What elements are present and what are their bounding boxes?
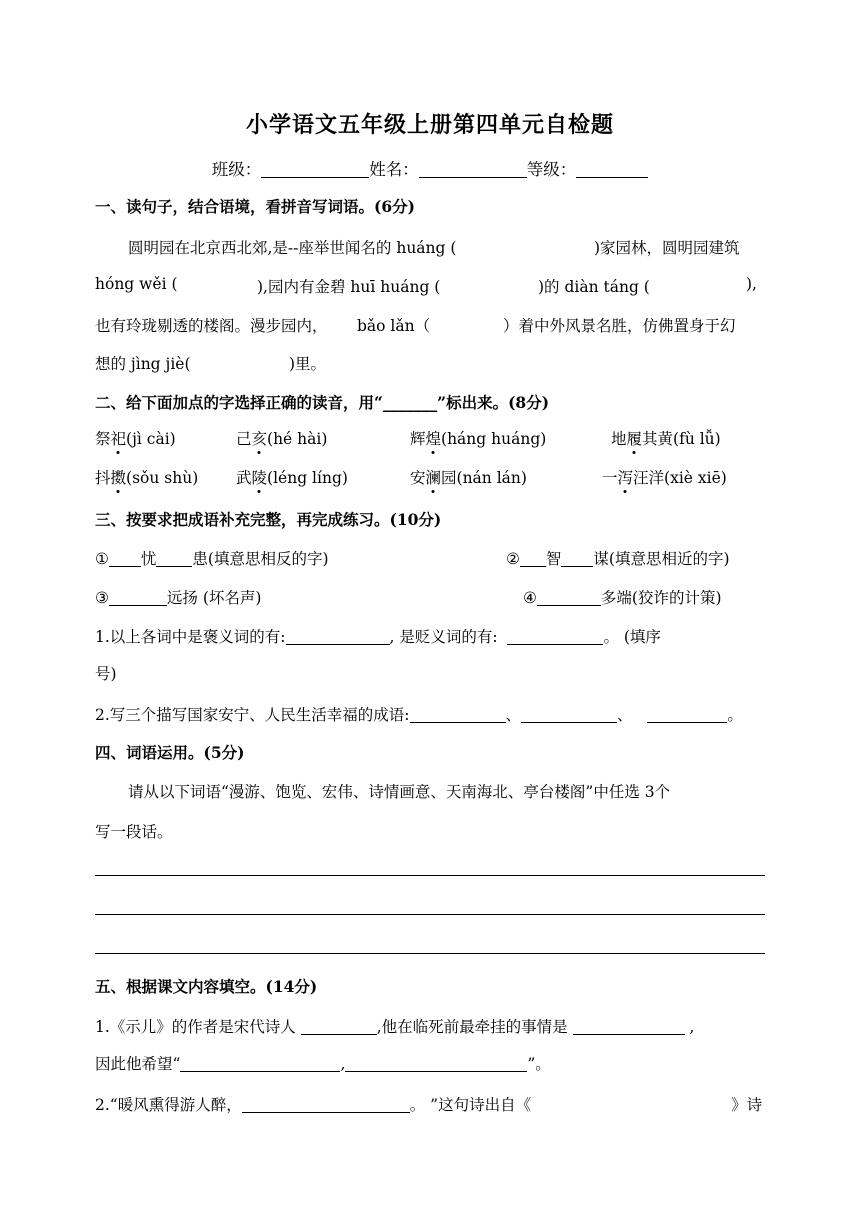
page-title: 小学语文五年级上册第四单元自检题 — [245, 112, 614, 138]
idiom-1-blank-a[interactable] — [109, 549, 141, 567]
idiom-4: ④ 多端(狡诈的计策) — [523, 589, 722, 607]
concern-blank[interactable] — [573, 1017, 685, 1035]
student-info-line — [0, 156, 860, 180]
dotted-char: 泻 — [618, 466, 634, 488]
poem-line-blank[interactable] — [242, 1095, 410, 1113]
s5-question-1-cont: 因此他希望“ , ”。 — [95, 1055, 551, 1073]
pinyin-choice-3[interactable]: 辉煌(háng huáng) — [410, 427, 546, 449]
idiom-3-blank[interactable] — [109, 588, 167, 606]
section-3-heading: 三、按要求把成语补充完整，再完成练习。(10分) — [95, 510, 442, 529]
section-1-heading: 一、读句子，结合语境，看拼音写词语。(6分) — [95, 197, 415, 216]
s1-line4-a: 想的 jìng jiè( — [95, 355, 191, 373]
idiom-1: ① 忧 患(填意思相反的字) — [95, 550, 329, 568]
section-5-heading: 五、根据课文内容填空。(14分) — [95, 977, 318, 996]
pinyin-choice-8[interactable]: 一泻汪洋(xiè xiē) — [602, 466, 727, 488]
s1-line1-text-b: )家园林，圆明园建筑 — [594, 239, 740, 257]
s4-instruction-1: 请从以下词语“漫游、饱览、宏伟、诗情画意、天南海北、亭台楼阁”中任选 3个 — [128, 783, 671, 801]
s1-line4-b: )里。 — [289, 355, 327, 373]
pinyin-choice-5[interactable]: 抖擞(sǒu shù) — [95, 466, 198, 488]
grade-blank[interactable] — [576, 160, 648, 178]
idiom-answer-blank-2[interactable] — [521, 705, 617, 723]
idiom-answer-blank-1[interactable] — [410, 705, 506, 723]
class-blank[interactable] — [261, 160, 369, 178]
dotted-char: 澜 — [426, 466, 442, 488]
pinyin-choice-2[interactable]: 己亥(hé hài) — [236, 427, 327, 449]
s3-question-1-cont: 号) — [95, 665, 117, 683]
section-2-heading: 二、给下面加点的字选择正确的读音，用“_______”标出来。(8分) — [95, 393, 550, 412]
pinyin-choice-4[interactable]: 地履其黄(fù lǚ) — [611, 427, 721, 449]
name-label: 姓名： — [369, 160, 419, 179]
s3-question-2: 2.写三个描写国家安宁、人民生活幸福的成语: 、 、 。 — [95, 706, 743, 724]
s3-question-1: 1.以上各词中是褒义词的有: , 是贬义词的有: 。 (填序 — [95, 628, 661, 646]
idiom-2-blank-b[interactable] — [561, 549, 593, 567]
idiom-answer-blank-3[interactable] — [647, 705, 727, 723]
writing-line-1[interactable] — [95, 875, 765, 876]
s1-line2-c: )的 diàn táng ( — [538, 278, 650, 296]
class-label: 班级： — [211, 160, 262, 179]
writing-line-2[interactable] — [95, 914, 765, 915]
writing-line-3[interactable] — [95, 953, 765, 954]
s1-line3-a: 也有玲珑剔透的楼阁。漫步园内， — [95, 317, 328, 335]
s1-line3-c: ）着中外风景名胜，仿佛置身于幻 — [503, 317, 736, 335]
commendatory-blank[interactable] — [286, 627, 390, 645]
name-blank[interactable] — [419, 160, 527, 178]
section-4-heading: 四、词语运用。(5分) — [95, 743, 245, 762]
dotted-char: 亥 — [252, 427, 268, 449]
dotted-char: 祀 — [111, 427, 127, 449]
dotted-char: 履 — [627, 427, 643, 449]
s4-instruction-2: 写一段话。 — [95, 823, 173, 841]
idiom-3: ③ 远扬 (坏名声) — [95, 589, 262, 607]
s1-line2-a: hóng wěi ( — [95, 275, 178, 293]
grade-label: 等级： — [526, 160, 577, 179]
s5-question-1: 1.《示儿》的作者是宋代诗人 ,他在临死前最牵挂的事情是 , — [95, 1018, 695, 1036]
wish-blank-1[interactable] — [180, 1054, 340, 1072]
dotted-char: 擞 — [111, 466, 127, 488]
idiom-2: ② 智 谋(填意思相近的字) — [506, 550, 730, 568]
s1-line2-b: ),园内有金碧 huī huáng ( — [257, 278, 441, 296]
pinyin-choice-7[interactable]: 安澜园(nán lán) — [410, 466, 527, 488]
dotted-char: 煌 — [426, 427, 442, 449]
s1-line3-b: bǎo lǎn（ — [357, 317, 431, 335]
wish-blank-2[interactable] — [345, 1054, 527, 1072]
pinyin-choice-6[interactable]: 武陵(léng líng) — [236, 466, 348, 488]
s1-line2-d: ), — [746, 275, 757, 293]
idiom-2-blank-a[interactable] — [520, 549, 546, 567]
s1-line1-text: 圆明园在北京西北郊,是--座举世闻名的 huáng ( — [128, 239, 457, 257]
s5-question-2: 2.“暖风熏得游人醉， 。 ”这句诗出自《 》诗 — [95, 1096, 763, 1114]
derogatory-blank[interactable] — [507, 627, 603, 645]
idiom-4-blank[interactable] — [537, 588, 601, 606]
pinyin-choice-1[interactable]: 祭祀(jì cài) — [95, 427, 176, 449]
poet-blank[interactable] — [301, 1017, 377, 1035]
dotted-char: 陵 — [252, 466, 268, 488]
idiom-1-blank-b[interactable] — [156, 549, 192, 567]
